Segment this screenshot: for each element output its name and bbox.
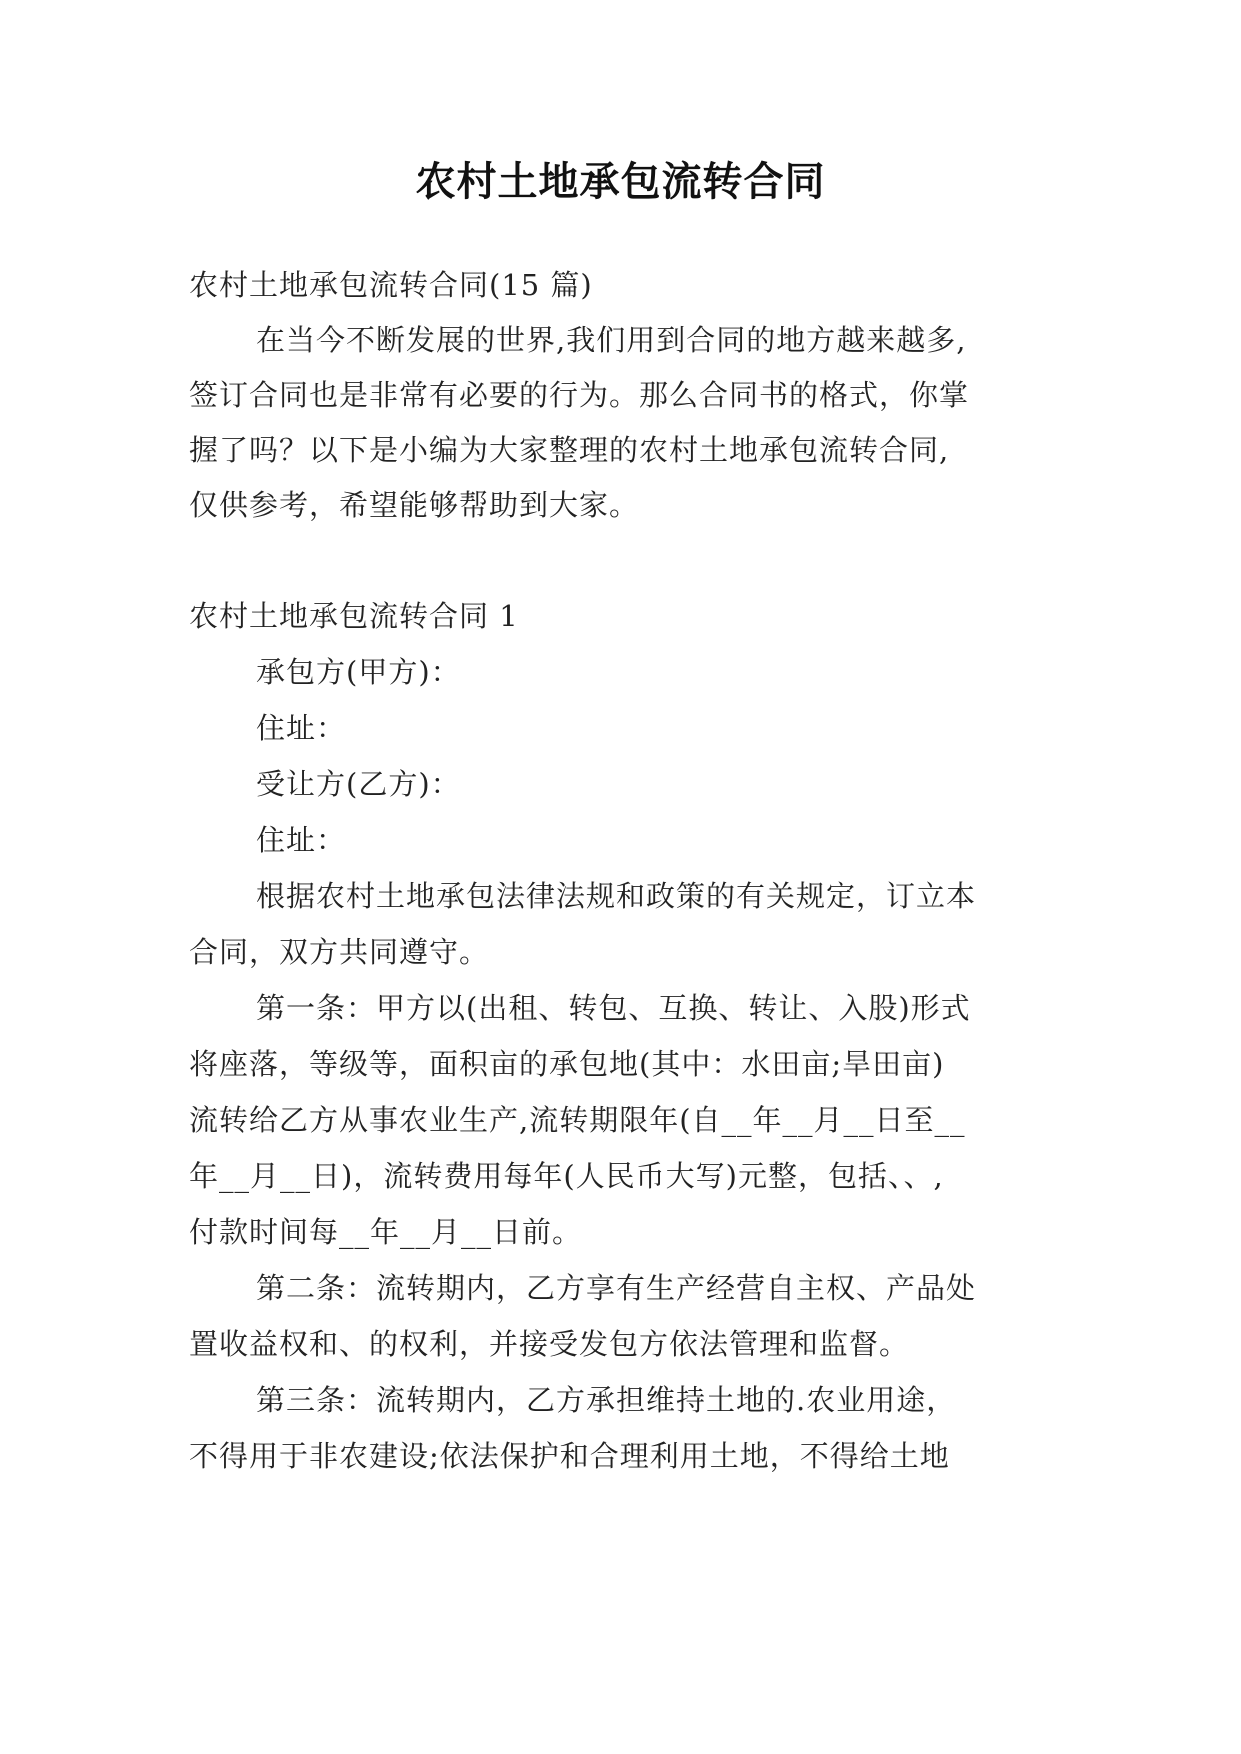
intro-line: 仅供参考，希望能够帮助到大家。 [189, 488, 640, 522]
field-address-b: 住址： [256, 823, 347, 857]
intro-line: 在当今不断发展的世界,我们用到合同的地方越来越多, [256, 323, 967, 357]
body-line: 合同，双方共同遵守。 [189, 935, 490, 969]
field-address-a: 住址： [256, 711, 347, 745]
article-1-line: 第一条：甲方以(出租、转包、互换、转让、入股)形式 [256, 991, 971, 1025]
article-3-line: 第三条：流转期内，乙方承担维持土地的.农业用途， [256, 1383, 957, 1417]
field-party-b: 受让方(乙方)： [256, 767, 461, 801]
field-party-a: 承包方(甲方)： [256, 655, 461, 689]
document-title: 农村土地承包流转合同 [415, 158, 826, 205]
article-1-line: 年__月__日)，流转费用每年(人民币大写)元整，包括、、, [189, 1159, 944, 1193]
article-1-line: 付款时间每__年__月__日前。 [189, 1215, 583, 1249]
article-1-line: 流转给乙方从事农业生产,流转期限年(自__年__月__日至__ [189, 1103, 966, 1137]
article-2-line: 置收益权和、的权利，并接受发包方依法管理和监督。 [189, 1327, 910, 1361]
article-1-line: 将座落，等级等，面积亩的承包地(其中：水田亩;旱田亩) [189, 1047, 945, 1081]
body-line: 根据农村土地承包法律法规和政策的有关规定，订立本 [256, 879, 977, 913]
intro-line: 签订合同也是非常有必要的行为。那么合同书的格式，你掌 [189, 378, 970, 412]
article-2-line: 第二条：流转期内，乙方享有生产经营自主权、产品处 [256, 1271, 977, 1305]
section-title: 农村土地承包流转合同 1 [189, 599, 519, 633]
intro-line: 握了吗？以下是小编为大家整理的农村土地承包流转合同, [189, 433, 950, 467]
article-3-line: 不得用于非农建设;依法保护和合理利用土地，不得给土地 [189, 1439, 950, 1473]
document-subtitle: 农村土地承包流转合同(15 篇) [189, 268, 593, 302]
